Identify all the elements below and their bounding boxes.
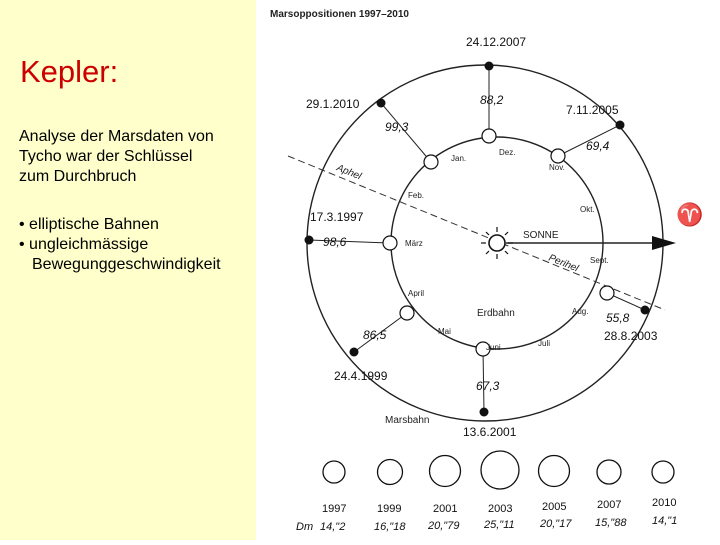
mars-orbit-label: Marsbahn [385, 415, 430, 426]
distance-label: 55,8 [606, 311, 630, 325]
bullet-item: • ungleichmässige [19, 236, 149, 253]
aries-icon: ♈ [676, 202, 704, 227]
diameter-label: 16,"18 [374, 521, 406, 533]
distance-label: 99,3 [385, 120, 409, 134]
date-label: 17.3.1997 [310, 210, 364, 224]
mars-disc-sizes [323, 451, 674, 489]
date-label: 24.4.1999 [334, 369, 388, 383]
mars-position-2005 [616, 121, 625, 130]
distance-label: 86,5 [363, 328, 387, 342]
diameter-label: 14,"2 [320, 521, 346, 533]
month-label: Dez. [499, 148, 516, 157]
earth-position-2010 [424, 155, 438, 169]
diameter-label: 25,"11 [484, 519, 515, 531]
month-label: Feb. [408, 191, 425, 200]
sun-label: SONNE [523, 230, 559, 241]
date-label: 28.8.2003 [604, 329, 658, 343]
diameter-label: 20,"17 [540, 518, 572, 530]
mars-disc-2010 [652, 461, 674, 483]
sun-icon [481, 227, 513, 259]
bullet-item-continuation: Bewegunggeschwindigkeit [32, 256, 221, 273]
earth-orbit-label: Erdbahn [477, 308, 515, 319]
aphel-label: Aphel [334, 162, 363, 183]
mars-disc-1999 [378, 460, 403, 485]
mars-disc-2007 [597, 460, 621, 484]
bullet-list [19, 215, 255, 275]
year-label: 1997 [322, 503, 347, 515]
diagram-title: Marsoppositionen 1997–2010 [270, 9, 409, 20]
month-labels [405, 148, 609, 352]
paragraph-line: Analyse der Marsdaten von [19, 128, 214, 145]
month-label: Jan. [451, 154, 467, 163]
opposition-lines [309, 66, 645, 412]
month-label: Okt. [580, 205, 595, 214]
date-label: 13.6.2001 [463, 425, 517, 439]
mars-disc-1997 [323, 461, 345, 483]
year-label: 2003 [488, 503, 513, 515]
arrow-head-icon [652, 236, 676, 250]
paragraph-line: zum Durchbruch [19, 168, 137, 185]
earth-position-2003 [600, 286, 614, 300]
mars-position-2003 [641, 306, 650, 315]
mars-disc-2003 [481, 451, 519, 489]
date-label: 7.11.2005 [566, 103, 619, 117]
bullet-item: • elliptische Bahnen [19, 216, 159, 233]
diameter-label: 14,"1 [652, 515, 678, 527]
diagram-svg [256, 0, 720, 540]
mars-disc-2001 [430, 456, 461, 487]
slide-paragraph [19, 127, 255, 187]
slide-title: Kepler: [20, 54, 119, 89]
month-label: Mai [438, 327, 451, 336]
year-label: 1999 [377, 503, 402, 515]
diameter-prefix: Dm [296, 521, 314, 533]
mars-position-2007 [485, 62, 494, 71]
mars-position-2001 [480, 408, 489, 417]
diameter-label: 15,"88 [595, 517, 627, 529]
disc-years [322, 497, 676, 515]
earth-position-1999 [400, 306, 414, 320]
year-label: 2001 [433, 503, 458, 515]
mars-disc-2005 [539, 456, 570, 487]
mars-position-1999 [350, 348, 359, 357]
mars-position-2010 [377, 99, 386, 108]
month-label: Juli [538, 339, 551, 348]
earth-position-2007 [482, 129, 496, 143]
mars-position-1997 [305, 236, 314, 245]
perihel-label: Perihel [546, 252, 580, 275]
month-label: März [405, 239, 423, 248]
distance-label: 98,6 [323, 235, 347, 249]
earth-position-2005 [551, 149, 565, 163]
diameter-label: 20,"79 [428, 520, 460, 532]
month-label: Juni [486, 343, 501, 352]
month-label: April [408, 289, 425, 298]
paragraph-line: Tycho war der Schlüssel [19, 148, 193, 165]
distance-label: 69,4 [586, 139, 610, 153]
distance-label: 67,3 [476, 379, 500, 393]
year-label: 2005 [542, 501, 567, 513]
date-label: 24.12.2007 [466, 35, 527, 49]
mars-opposition-diagram [256, 0, 720, 540]
earth-position-1997 [383, 236, 397, 250]
month-label: Sept. [590, 256, 609, 265]
distance-label: 88,2 [480, 93, 504, 107]
month-label: Nov. [549, 163, 565, 172]
year-label: 2007 [597, 499, 622, 511]
month-label: Aug. [572, 307, 589, 316]
slide-text-panel [0, 0, 256, 540]
year-label: 2010 [652, 497, 677, 509]
disc-diameters [296, 515, 677, 533]
date-label: 29.1.2010 [306, 97, 360, 111]
